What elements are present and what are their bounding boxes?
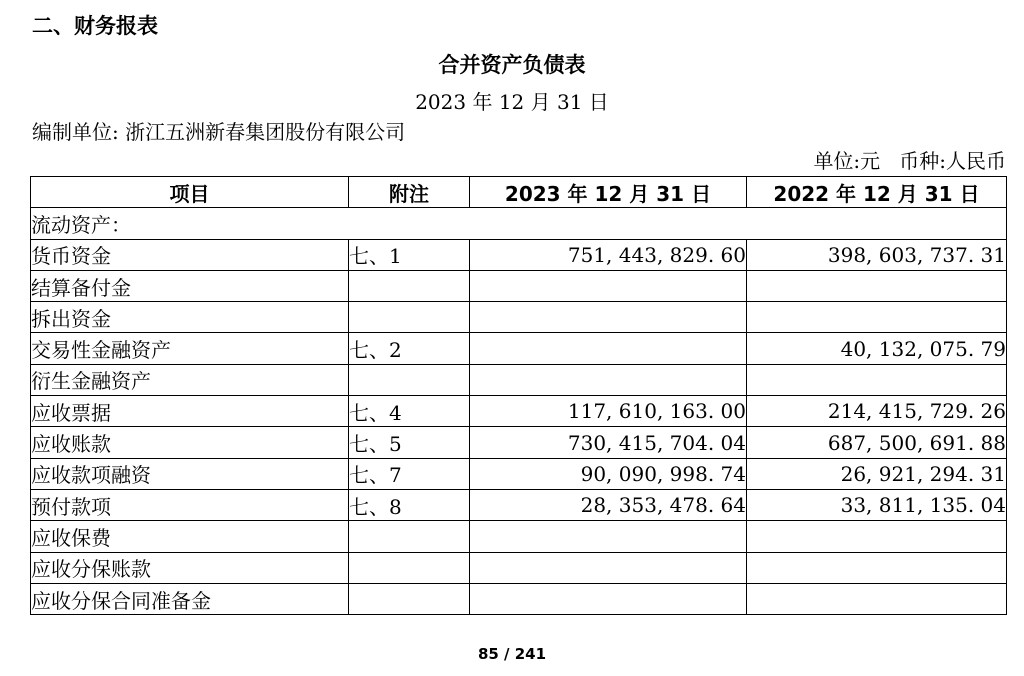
- header-2023: 2023 年 12 月 31 日: [470, 177, 747, 208]
- row-value-2023: [470, 333, 747, 364]
- row-item: 应收款项融资: [31, 458, 349, 489]
- table-row: [31, 396, 1007, 427]
- page-number: 85 / 241: [477, 645, 547, 663]
- row-value-2023: [470, 521, 747, 552]
- row-value-2023: [470, 270, 747, 301]
- section-heading: 二、财务报表: [32, 14, 158, 38]
- unit-currency: 单位:元 币种:人民币: [813, 149, 1006, 173]
- table-header-row: [31, 177, 1007, 208]
- header-note: 附注: [349, 177, 470, 208]
- balance-sheet-table: [30, 176, 1007, 615]
- row-value-2022: 687, 500, 691. 88: [747, 427, 1007, 458]
- row-item: 预付款项: [31, 489, 349, 520]
- group-row: [31, 208, 1007, 239]
- row-note: 七、1: [349, 239, 470, 270]
- row-value-2022: 398, 603, 737. 31: [747, 239, 1007, 270]
- row-note: 七、7: [349, 458, 470, 489]
- row-value-2023: 28, 353, 478. 64: [470, 489, 747, 520]
- row-note: [349, 302, 470, 333]
- statement-date: 2023 年 12 月 31 日: [415, 90, 609, 114]
- compiling-entity: 编制单位: 浙江五洲新春集团股份有限公司: [32, 120, 406, 144]
- table-row: [31, 583, 1007, 614]
- row-item: 拆出资金: [31, 302, 349, 333]
- table-row: [31, 521, 1007, 552]
- row-value-2022: [747, 583, 1007, 614]
- row-value-2023: 117, 610, 163. 00: [470, 396, 747, 427]
- row-item: 交易性金融资产: [31, 333, 349, 364]
- row-item: 应收票据: [31, 396, 349, 427]
- row-note: [349, 521, 470, 552]
- row-note: 七、8: [349, 489, 470, 520]
- header-item: 项目: [31, 177, 349, 208]
- statement-title: 合并资产负债表: [438, 53, 586, 77]
- table-row: [31, 302, 1007, 333]
- group-label: 流动资产：: [31, 208, 1007, 239]
- row-value-2023: 751, 443, 829. 60: [470, 239, 747, 270]
- table-row: [31, 489, 1007, 520]
- row-note: [349, 270, 470, 301]
- row-item: 应收账款: [31, 427, 349, 458]
- table-row: [31, 333, 1007, 364]
- row-item: 应收保费: [31, 521, 349, 552]
- row-value-2023: 90, 090, 998. 74: [470, 458, 747, 489]
- row-note: [349, 364, 470, 395]
- row-value-2022: [747, 302, 1007, 333]
- row-note: [349, 552, 470, 583]
- row-note: 七、2: [349, 333, 470, 364]
- row-value-2022: 33, 811, 135. 04: [747, 489, 1007, 520]
- row-item: 结算备付金: [31, 270, 349, 301]
- row-value-2022: 26, 921, 294. 31: [747, 458, 1007, 489]
- row-value-2022: 214, 415, 729. 26: [747, 396, 1007, 427]
- row-value-2022: [747, 364, 1007, 395]
- row-value-2022: [747, 270, 1007, 301]
- row-note: [349, 583, 470, 614]
- row-value-2023: [470, 552, 747, 583]
- row-value-2022: [747, 521, 1007, 552]
- row-note: 七、4: [349, 396, 470, 427]
- row-value-2022: [747, 552, 1007, 583]
- row-item: 应收分保合同准备金: [31, 583, 349, 614]
- row-note: 七、5: [349, 427, 470, 458]
- row-value-2023: [470, 302, 747, 333]
- table-row: [31, 552, 1007, 583]
- table-row: [31, 427, 1007, 458]
- table-row: [31, 239, 1007, 270]
- table-row: [31, 458, 1007, 489]
- row-value-2023: 730, 415, 704. 04: [470, 427, 747, 458]
- header-2022: 2022 年 12 月 31 日: [747, 177, 1007, 208]
- row-item: 衍生金融资产: [31, 364, 349, 395]
- table-row: [31, 270, 1007, 301]
- row-value-2023: [470, 583, 747, 614]
- table-row: [31, 364, 1007, 395]
- row-value-2022: 40, 132, 075. 79: [747, 333, 1007, 364]
- row-value-2023: [470, 364, 747, 395]
- row-item: 货币资金: [31, 239, 349, 270]
- row-item: 应收分保账款: [31, 552, 349, 583]
